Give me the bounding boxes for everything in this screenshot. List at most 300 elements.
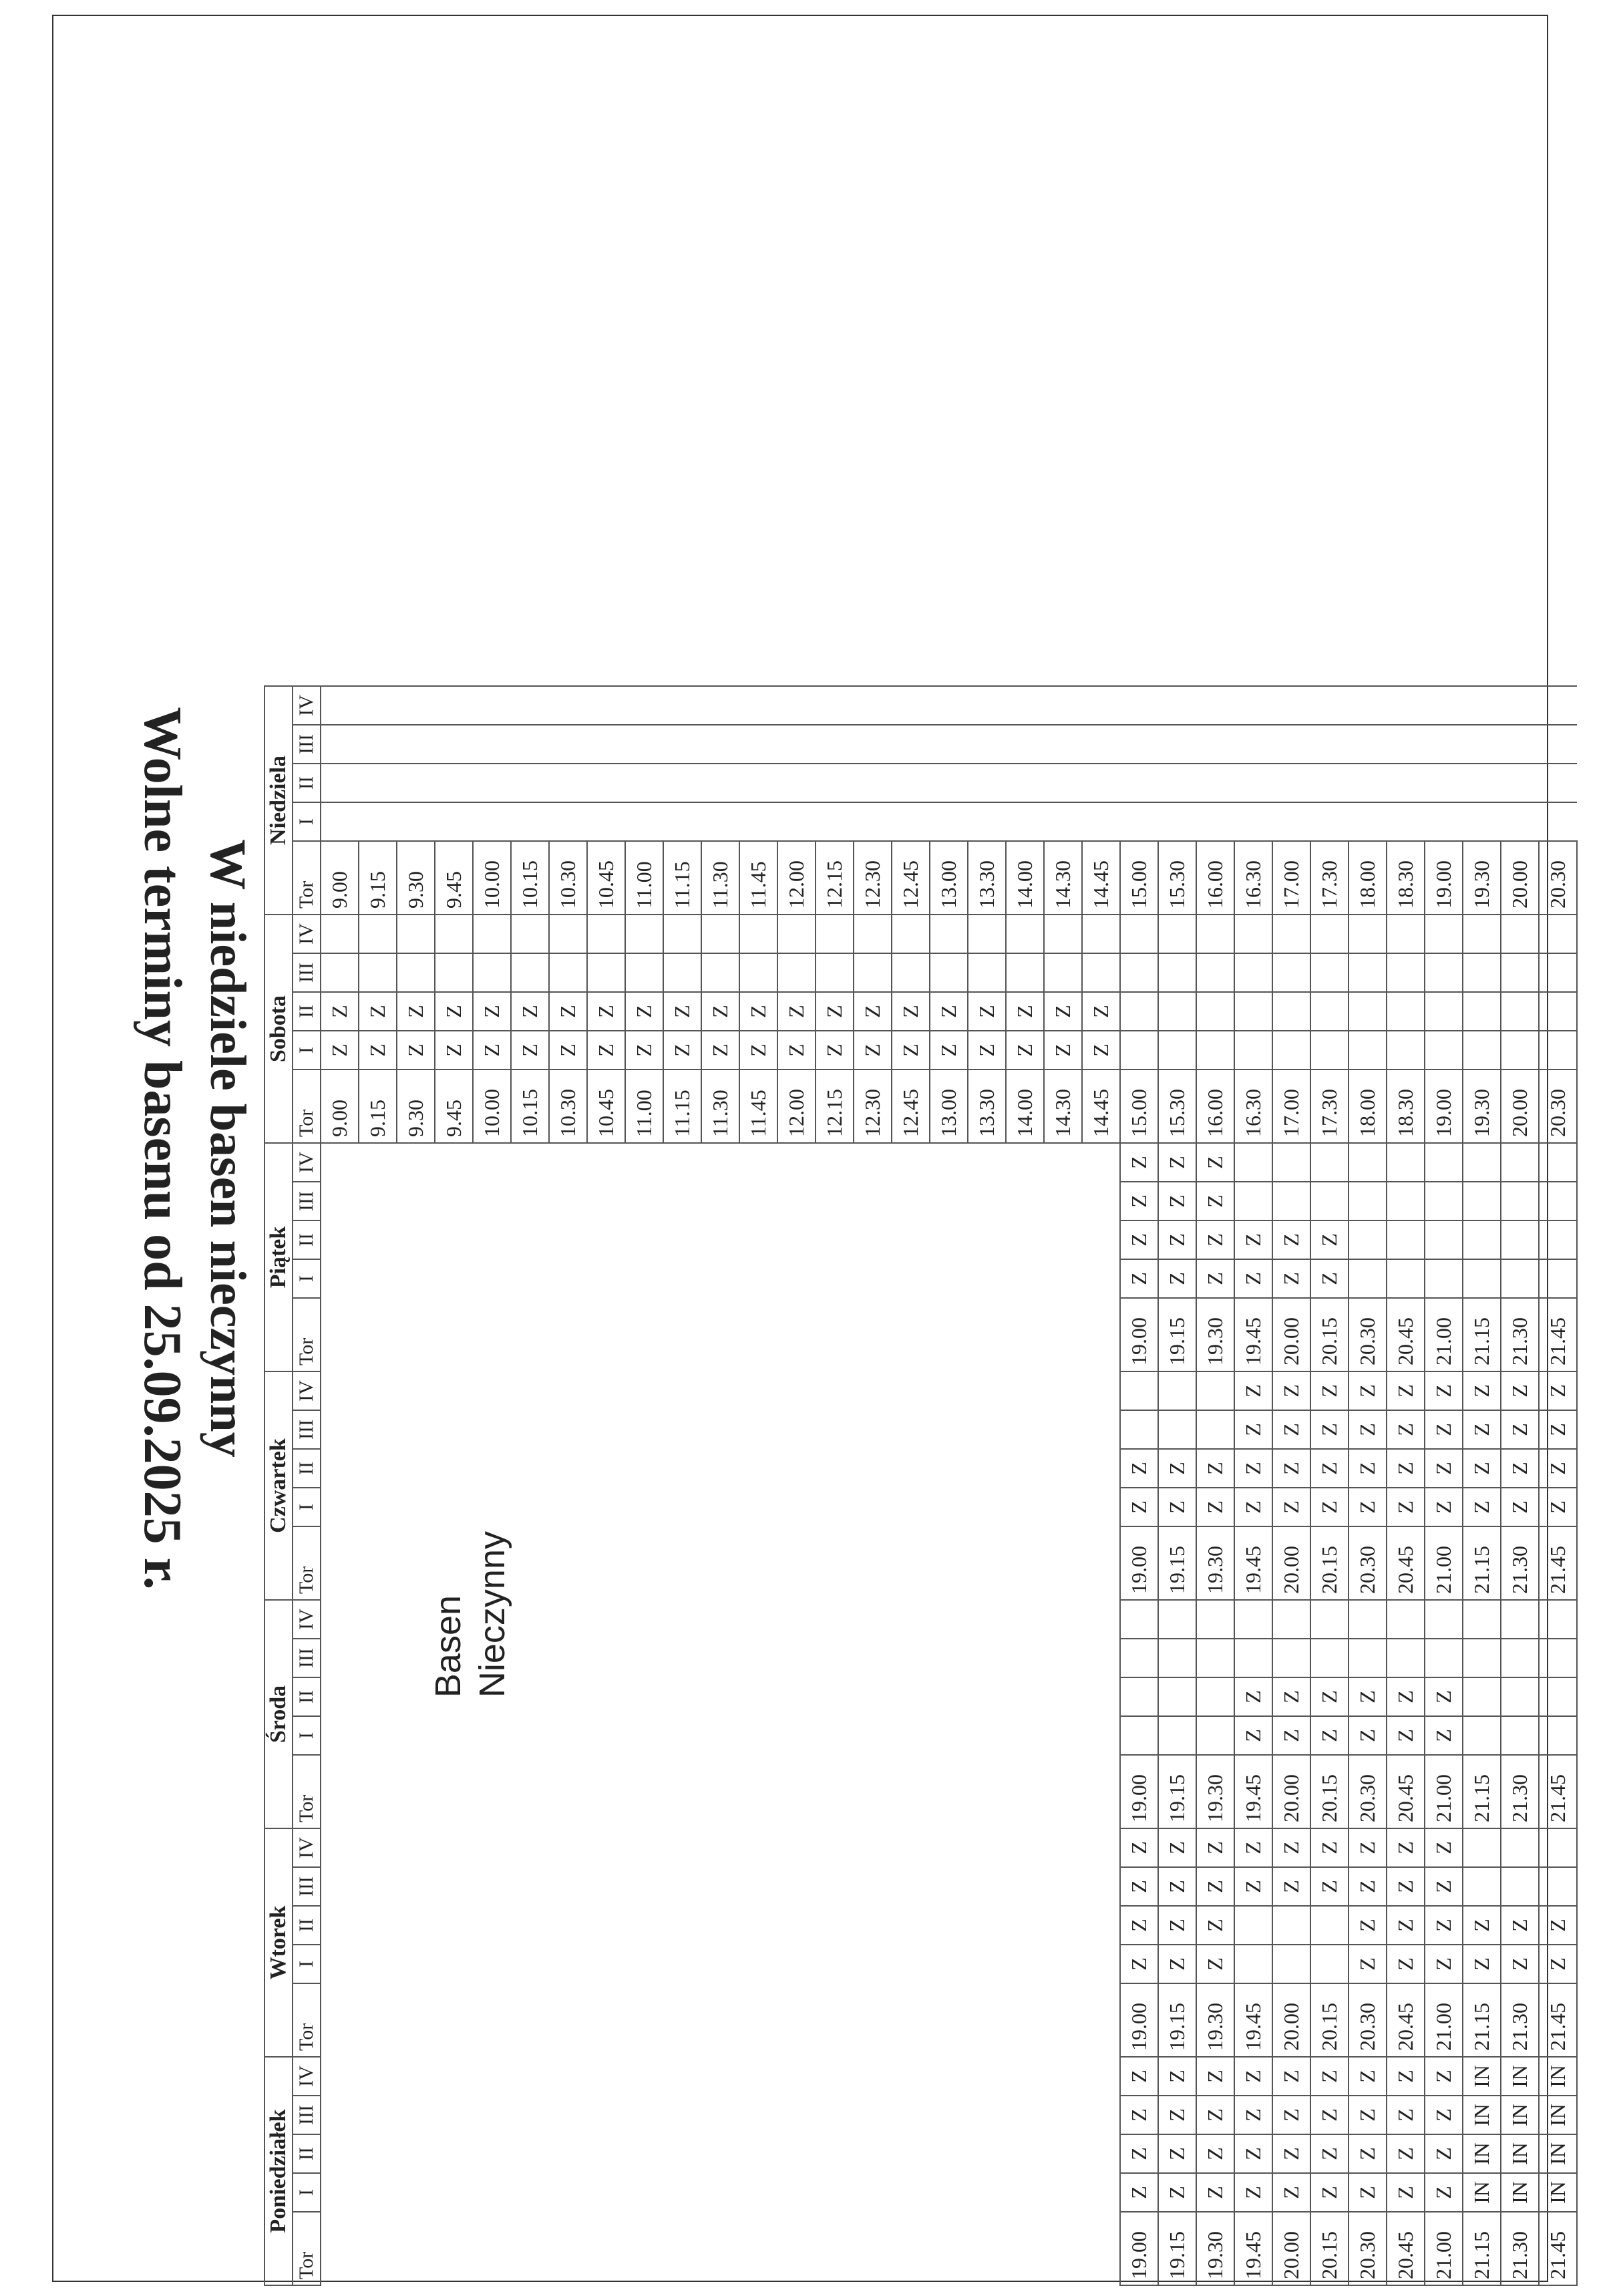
- slot-cell: [701, 953, 739, 992]
- slot-cell: [1120, 1716, 1158, 1755]
- slot-cell: [663, 953, 701, 992]
- slot-cell: [1234, 686, 1272, 725]
- slot-cell: [1196, 764, 1234, 802]
- slot-cell: [930, 1259, 968, 1298]
- slot-cell: [1044, 764, 1082, 802]
- slot-cell: [777, 1410, 816, 1449]
- time-cell: [854, 1755, 892, 1828]
- slot-cell: Z: [1158, 1143, 1196, 1182]
- slot-cell: [816, 1600, 854, 1639]
- time-cell: [321, 1983, 359, 2057]
- slot-cell: [968, 1220, 1006, 1259]
- slot-cell: [1501, 1143, 1539, 1182]
- table-row: [1310, 686, 1349, 2285]
- slot-cell: [1463, 992, 1501, 1031]
- slot-cell: [1425, 915, 1463, 953]
- slot-cell: [1082, 1867, 1120, 1906]
- time-cell: 12.00: [777, 1070, 816, 1143]
- slot-cell: [473, 915, 511, 953]
- time-cell: [549, 1983, 587, 2057]
- slot-cell: [739, 2096, 777, 2134]
- slot-cell: [777, 686, 816, 725]
- table-row: [321, 686, 359, 2285]
- slot-cell: [1120, 686, 1158, 725]
- slot-cell: [1272, 953, 1310, 992]
- time-cell: [701, 1298, 739, 1371]
- slot-cell: Z: [1272, 1867, 1310, 1906]
- slot-cell: [892, 1716, 930, 1755]
- slot-cell: Z: [1234, 2096, 1272, 2134]
- slot-cell: [587, 764, 625, 802]
- slot-cell: [777, 2096, 816, 2134]
- slot-cell: Z: [1310, 1449, 1349, 1488]
- table-row: [625, 686, 663, 2285]
- slot-cell: [473, 1259, 511, 1298]
- slot-cell: [549, 2173, 587, 2212]
- slot-cell: [1539, 1182, 1577, 1220]
- slot-cell: Z: [1425, 1906, 1463, 1945]
- slot-cell: Z: [1387, 1488, 1425, 1526]
- slot-cell: [587, 1639, 625, 1677]
- time-cell: [1044, 1526, 1082, 1600]
- slot-cell: [854, 2134, 892, 2173]
- slot-cell: [1006, 1410, 1044, 1449]
- time-cell: [359, 1298, 397, 1371]
- slot-cell: [1539, 953, 1577, 992]
- slot-cell: [549, 1259, 587, 1298]
- time-cell: [625, 1526, 663, 1600]
- slot-cell: Z: [892, 1031, 930, 1070]
- slot-cell: [739, 725, 777, 764]
- slot-cell: [321, 2173, 359, 2212]
- slot-cell: Z: [1349, 1488, 1387, 1526]
- slot-cell: [1044, 2057, 1082, 2096]
- slot-cell: [816, 1639, 854, 1677]
- slot-cell: [1501, 802, 1539, 841]
- time-cell: 21.00: [1425, 1755, 1463, 1828]
- slot-cell: Z: [1539, 1371, 1577, 1410]
- slot-cell: [1044, 1449, 1082, 1488]
- time-cell: 19.00: [1120, 1755, 1158, 1828]
- slot-cell: [816, 2134, 854, 2173]
- slot-cell: [1006, 1259, 1044, 1298]
- time-cell: [968, 1298, 1006, 1371]
- time-cell: 9.45: [435, 841, 473, 915]
- slot-cell: [1425, 1259, 1463, 1298]
- slot-cell: [968, 915, 1006, 953]
- slot-cell: Z: [854, 1031, 892, 1070]
- slot-cell: [892, 1600, 930, 1639]
- slot-cell: [1006, 1220, 1044, 1259]
- time-cell: [1044, 1983, 1082, 2057]
- slot-cell: [625, 1600, 663, 1639]
- slot-cell: [511, 1143, 549, 1182]
- slot-cell: [968, 1488, 1006, 1526]
- slot-cell: [1501, 915, 1539, 953]
- slot-cell: Z: [1310, 1410, 1349, 1449]
- slot-cell: IN: [1539, 2134, 1577, 2173]
- slot-cell: Z: [1234, 1488, 1272, 1526]
- time-cell: 9.15: [359, 841, 397, 915]
- slot-cell: [1158, 915, 1196, 953]
- slot-cell: [663, 1259, 701, 1298]
- slot-cell: [549, 1220, 587, 1259]
- slot-cell: [663, 1182, 701, 1220]
- table-row: [1387, 686, 1425, 2285]
- time-cell: 18.00: [1349, 841, 1387, 915]
- slot-cell: [625, 1220, 663, 1259]
- slot-cell: [473, 1449, 511, 1488]
- slot-cell: Z: [1349, 1410, 1387, 1449]
- slot-cell: [587, 1945, 625, 1983]
- time-cell: [816, 1755, 854, 1828]
- slot-cell: [1310, 1143, 1349, 1182]
- slot-cell: [854, 1449, 892, 1488]
- time-cell: 17.30: [1310, 841, 1349, 915]
- slot-cell: [1539, 1031, 1577, 1070]
- slot-cell: [587, 1371, 625, 1410]
- slot-cell: [359, 1945, 397, 1983]
- time-cell: 14.00: [1006, 1070, 1044, 1143]
- slot-cell: Z: [549, 1031, 587, 1070]
- slot-cell: [663, 1449, 701, 1488]
- slot-cell: [892, 1945, 930, 1983]
- slot-cell: [1349, 1031, 1387, 1070]
- slot-cell: IN: [1539, 2173, 1577, 2212]
- slot-cell: [473, 1488, 511, 1526]
- slot-cell: [321, 1143, 359, 1182]
- slot-cell: [1082, 802, 1120, 841]
- lane-header: I: [293, 1259, 321, 1298]
- slot-cell: Z: [1196, 2173, 1234, 2212]
- time-cell: 21.15: [1463, 1755, 1501, 1828]
- slot-cell: [473, 2057, 511, 2096]
- time-cell: [854, 1298, 892, 1371]
- slot-cell: Z: [892, 992, 930, 1031]
- slot-cell: [1272, 764, 1310, 802]
- slot-cell: [397, 1828, 435, 1867]
- slot-cell: [1310, 1639, 1349, 1677]
- slot-cell: Z: [1120, 2096, 1158, 2134]
- slot-cell: Z: [1272, 1828, 1310, 1867]
- slot-cell: Z: [1158, 1220, 1196, 1259]
- slot-cell: [739, 1143, 777, 1182]
- slot-cell: [321, 802, 359, 841]
- slot-cell: [359, 1371, 397, 1410]
- slot-cell: [1539, 725, 1577, 764]
- slot-cell: Z: [1387, 1410, 1425, 1449]
- slot-cell: Z: [1272, 2057, 1310, 2096]
- slot-cell: [549, 2096, 587, 2134]
- time-cell: [359, 1755, 397, 1828]
- slot-cell: Z: [1272, 1220, 1310, 1259]
- slot-cell: [1006, 953, 1044, 992]
- time-cell: 20.45: [1387, 1983, 1425, 2057]
- slot-cell: Z: [1006, 1031, 1044, 1070]
- time-cell: 20.30: [1539, 841, 1577, 915]
- slot-cell: Z: [816, 992, 854, 1031]
- slot-cell: [435, 1143, 473, 1182]
- slot-cell: [930, 915, 968, 953]
- slot-cell: [435, 1906, 473, 1945]
- slot-cell: [321, 1639, 359, 1677]
- slot-cell: Z: [1349, 1828, 1387, 1867]
- slot-cell: Z: [1006, 992, 1044, 1031]
- slot-cell: [1425, 1600, 1463, 1639]
- slot-cell: [1044, 1600, 1082, 1639]
- time-cell: 16.00: [1196, 1070, 1234, 1143]
- lane-header: III: [293, 1639, 321, 1677]
- slot-cell: [549, 1677, 587, 1716]
- time-cell: 21.15: [1463, 1983, 1501, 2057]
- slot-cell: [359, 802, 397, 841]
- slot-cell: Z: [1463, 1488, 1501, 1526]
- slot-cell: [587, 2173, 625, 2212]
- slot-cell: [435, 764, 473, 802]
- slot-cell: Z: [359, 992, 397, 1031]
- slot-cell: [1234, 1600, 1272, 1639]
- page-title: Wolne terminy basenu od 25.09.2025 r.: [133, 707, 192, 1590]
- slot-cell: Z: [1196, 1828, 1234, 1867]
- slot-cell: Z: [1234, 1449, 1272, 1488]
- time-cell: 20.30: [1349, 1983, 1387, 2057]
- time-cell: 20.00: [1501, 1070, 1539, 1143]
- slot-cell: [777, 915, 816, 953]
- slot-cell: [1463, 1031, 1501, 1070]
- slot-cell: [1310, 915, 1349, 953]
- slot-cell: [587, 953, 625, 992]
- slot-cell: [1082, 915, 1120, 953]
- slot-cell: [1006, 686, 1044, 725]
- slot-cell: [435, 1259, 473, 1298]
- slot-cell: [1006, 1488, 1044, 1526]
- time-cell: 20.00: [1272, 1526, 1310, 1600]
- time-cell: [397, 2212, 435, 2285]
- slot-cell: [435, 686, 473, 725]
- slot-cell: [663, 1828, 701, 1867]
- time-cell: 19.00: [1120, 1526, 1158, 1600]
- time-cell: 14.45: [1082, 841, 1120, 915]
- time-cell: 10.00: [473, 1070, 511, 1143]
- time-cell: [663, 2212, 701, 2285]
- lane-header: I: [293, 1031, 321, 1070]
- time-cell: 9.00: [321, 841, 359, 915]
- slot-cell: Z: [321, 1031, 359, 1070]
- slot-cell: [968, 1677, 1006, 1716]
- slot-cell: [511, 1259, 549, 1298]
- table-row: [473, 686, 511, 2285]
- lane-header: III: [293, 953, 321, 992]
- time-cell: 20.30: [1349, 1298, 1387, 1371]
- slot-cell: Z: [511, 992, 549, 1031]
- slot-cell: [587, 1828, 625, 1867]
- slot-cell: [777, 1906, 816, 1945]
- time-cell: 17.00: [1272, 1070, 1310, 1143]
- slot-cell: [663, 915, 701, 953]
- slot-cell: [1006, 725, 1044, 764]
- table-row: [1120, 686, 1158, 2285]
- slot-cell: [1387, 1182, 1425, 1220]
- slot-cell: [625, 1488, 663, 1526]
- slot-cell: Z: [1349, 1945, 1387, 1983]
- slot-cell: [473, 1906, 511, 1945]
- slot-cell: [930, 2134, 968, 2173]
- slot-cell: [1501, 725, 1539, 764]
- slot-cell: [1349, 725, 1387, 764]
- time-cell: [777, 1526, 816, 1600]
- slot-cell: [1082, 1828, 1120, 1867]
- time-cell: [435, 1298, 473, 1371]
- slot-cell: Z: [816, 1031, 854, 1070]
- slot-cell: [1082, 953, 1120, 992]
- time-cell: 9.30: [397, 1070, 435, 1143]
- time-cell: [892, 2212, 930, 2285]
- slot-cell: [397, 764, 435, 802]
- slot-cell: [854, 1182, 892, 1220]
- slot-cell: [816, 2173, 854, 2212]
- slot-cell: [435, 1488, 473, 1526]
- table-row: [1006, 686, 1044, 2285]
- time-cell: [777, 2212, 816, 2285]
- slot-cell: [701, 1945, 739, 1983]
- slot-cell: Z: [1310, 2057, 1349, 2096]
- time-cell: 11.45: [739, 841, 777, 915]
- slot-cell: [663, 1488, 701, 1526]
- time-cell: 21.30: [1501, 1755, 1539, 1828]
- slot-cell: Z: [549, 992, 587, 1031]
- slot-cell: [511, 953, 549, 992]
- slot-cell: [663, 764, 701, 802]
- slot-cell: [1425, 992, 1463, 1031]
- slot-cell: [1234, 1182, 1272, 1220]
- lane-header: I: [293, 1488, 321, 1526]
- slot-cell: [1158, 686, 1196, 725]
- time-cell: 18.00: [1349, 1070, 1387, 1143]
- slot-cell: [1006, 1716, 1044, 1755]
- time-cell: [511, 1755, 549, 1828]
- slot-cell: [549, 1639, 587, 1677]
- slot-cell: [1044, 1488, 1082, 1526]
- slot-cell: [1044, 953, 1082, 992]
- slot-cell: Z: [1349, 1371, 1387, 1410]
- slot-cell: [1349, 1259, 1387, 1298]
- slot-cell: [1006, 2134, 1044, 2173]
- slot-cell: Z: [854, 992, 892, 1031]
- slot-cell: [1272, 1182, 1310, 1220]
- slot-cell: [1349, 1639, 1387, 1677]
- slot-cell: [625, 953, 663, 992]
- time-cell: 19.15: [1158, 2212, 1196, 2285]
- slot-cell: [892, 1143, 930, 1182]
- slot-cell: [1006, 2057, 1044, 2096]
- slot-cell: Z: [1463, 1410, 1501, 1449]
- time-cell: [930, 2212, 968, 2285]
- time-cell: 9.00: [321, 1070, 359, 1143]
- slot-cell: Z: [1463, 1906, 1501, 1945]
- slot-cell: Z: [1310, 1259, 1349, 1298]
- slot-cell: [1082, 1259, 1120, 1298]
- slot-cell: [625, 2096, 663, 2134]
- slot-cell: Z: [1501, 1410, 1539, 1449]
- time-cell: 21.45: [1539, 1983, 1577, 2057]
- slot-cell: Z: [1539, 1449, 1577, 1488]
- slot-cell: [739, 1716, 777, 1755]
- slot-cell: [1196, 686, 1234, 725]
- slot-cell: [854, 686, 892, 725]
- slot-cell: Z: [1539, 1410, 1577, 1449]
- slot-cell: Z: [1272, 1488, 1310, 1526]
- slot-cell: [321, 915, 359, 953]
- slot-cell: [892, 1182, 930, 1220]
- day-name: Piątek: [264, 1143, 293, 1371]
- slot-cell: Z: [1425, 1371, 1463, 1410]
- slot-cell: [511, 1716, 549, 1755]
- slot-cell: [777, 2134, 816, 2173]
- slot-cell: [321, 2057, 359, 2096]
- slot-cell: [359, 2096, 397, 2134]
- slot-cell: Z: [1120, 1259, 1158, 1298]
- slot-cell: [625, 1677, 663, 1716]
- slot-cell: [816, 1488, 854, 1526]
- slot-cell: [854, 1945, 892, 1983]
- time-cell: 15.30: [1158, 841, 1196, 915]
- lane-header: IV: [293, 1143, 321, 1182]
- slot-cell: [701, 1220, 739, 1259]
- slot-cell: Z: [1272, 1410, 1310, 1449]
- slot-cell: [739, 1677, 777, 1716]
- slot-cell: [549, 725, 587, 764]
- slot-cell: [816, 1143, 854, 1182]
- slot-cell: [663, 1220, 701, 1259]
- slot-cell: [1539, 992, 1577, 1031]
- slot-cell: [1539, 1867, 1577, 1906]
- slot-cell: [1501, 686, 1539, 725]
- slot-cell: [473, 1945, 511, 1983]
- slot-cell: [1349, 992, 1387, 1031]
- table-row: [549, 686, 587, 2285]
- slot-cell: [1082, 2134, 1120, 2173]
- slot-cell: [1082, 1449, 1120, 1488]
- day-name: Czwartek: [264, 1371, 293, 1600]
- lane-header: I: [293, 2173, 321, 2212]
- time-cell: [625, 1755, 663, 1828]
- slot-cell: [854, 1259, 892, 1298]
- slot-cell: Z: [1120, 1143, 1158, 1182]
- slot-cell: [397, 1259, 435, 1298]
- time-cell: 15.30: [1158, 1070, 1196, 1143]
- slot-cell: [701, 915, 739, 953]
- slot-cell: [777, 1182, 816, 1220]
- slot-cell: [816, 1677, 854, 1716]
- slot-cell: [321, 953, 359, 992]
- time-cell: 11.45: [739, 1070, 777, 1143]
- slot-cell: [1234, 1143, 1272, 1182]
- slot-cell: [1425, 725, 1463, 764]
- slot-cell: [321, 1488, 359, 1526]
- time-cell: 16.30: [1234, 1070, 1272, 1143]
- slot-cell: [816, 1259, 854, 1298]
- slot-cell: [1387, 1031, 1425, 1070]
- slot-cell: Z: [1387, 1371, 1425, 1410]
- slot-cell: Z: [1349, 1867, 1387, 1906]
- slot-cell: [397, 953, 435, 992]
- slot-cell: [397, 725, 435, 764]
- time-cell: 11.00: [625, 841, 663, 915]
- slot-cell: [854, 915, 892, 953]
- slot-cell: Z: [1120, 1867, 1158, 1906]
- slot-cell: [587, 2134, 625, 2173]
- slot-cell: [549, 1182, 587, 1220]
